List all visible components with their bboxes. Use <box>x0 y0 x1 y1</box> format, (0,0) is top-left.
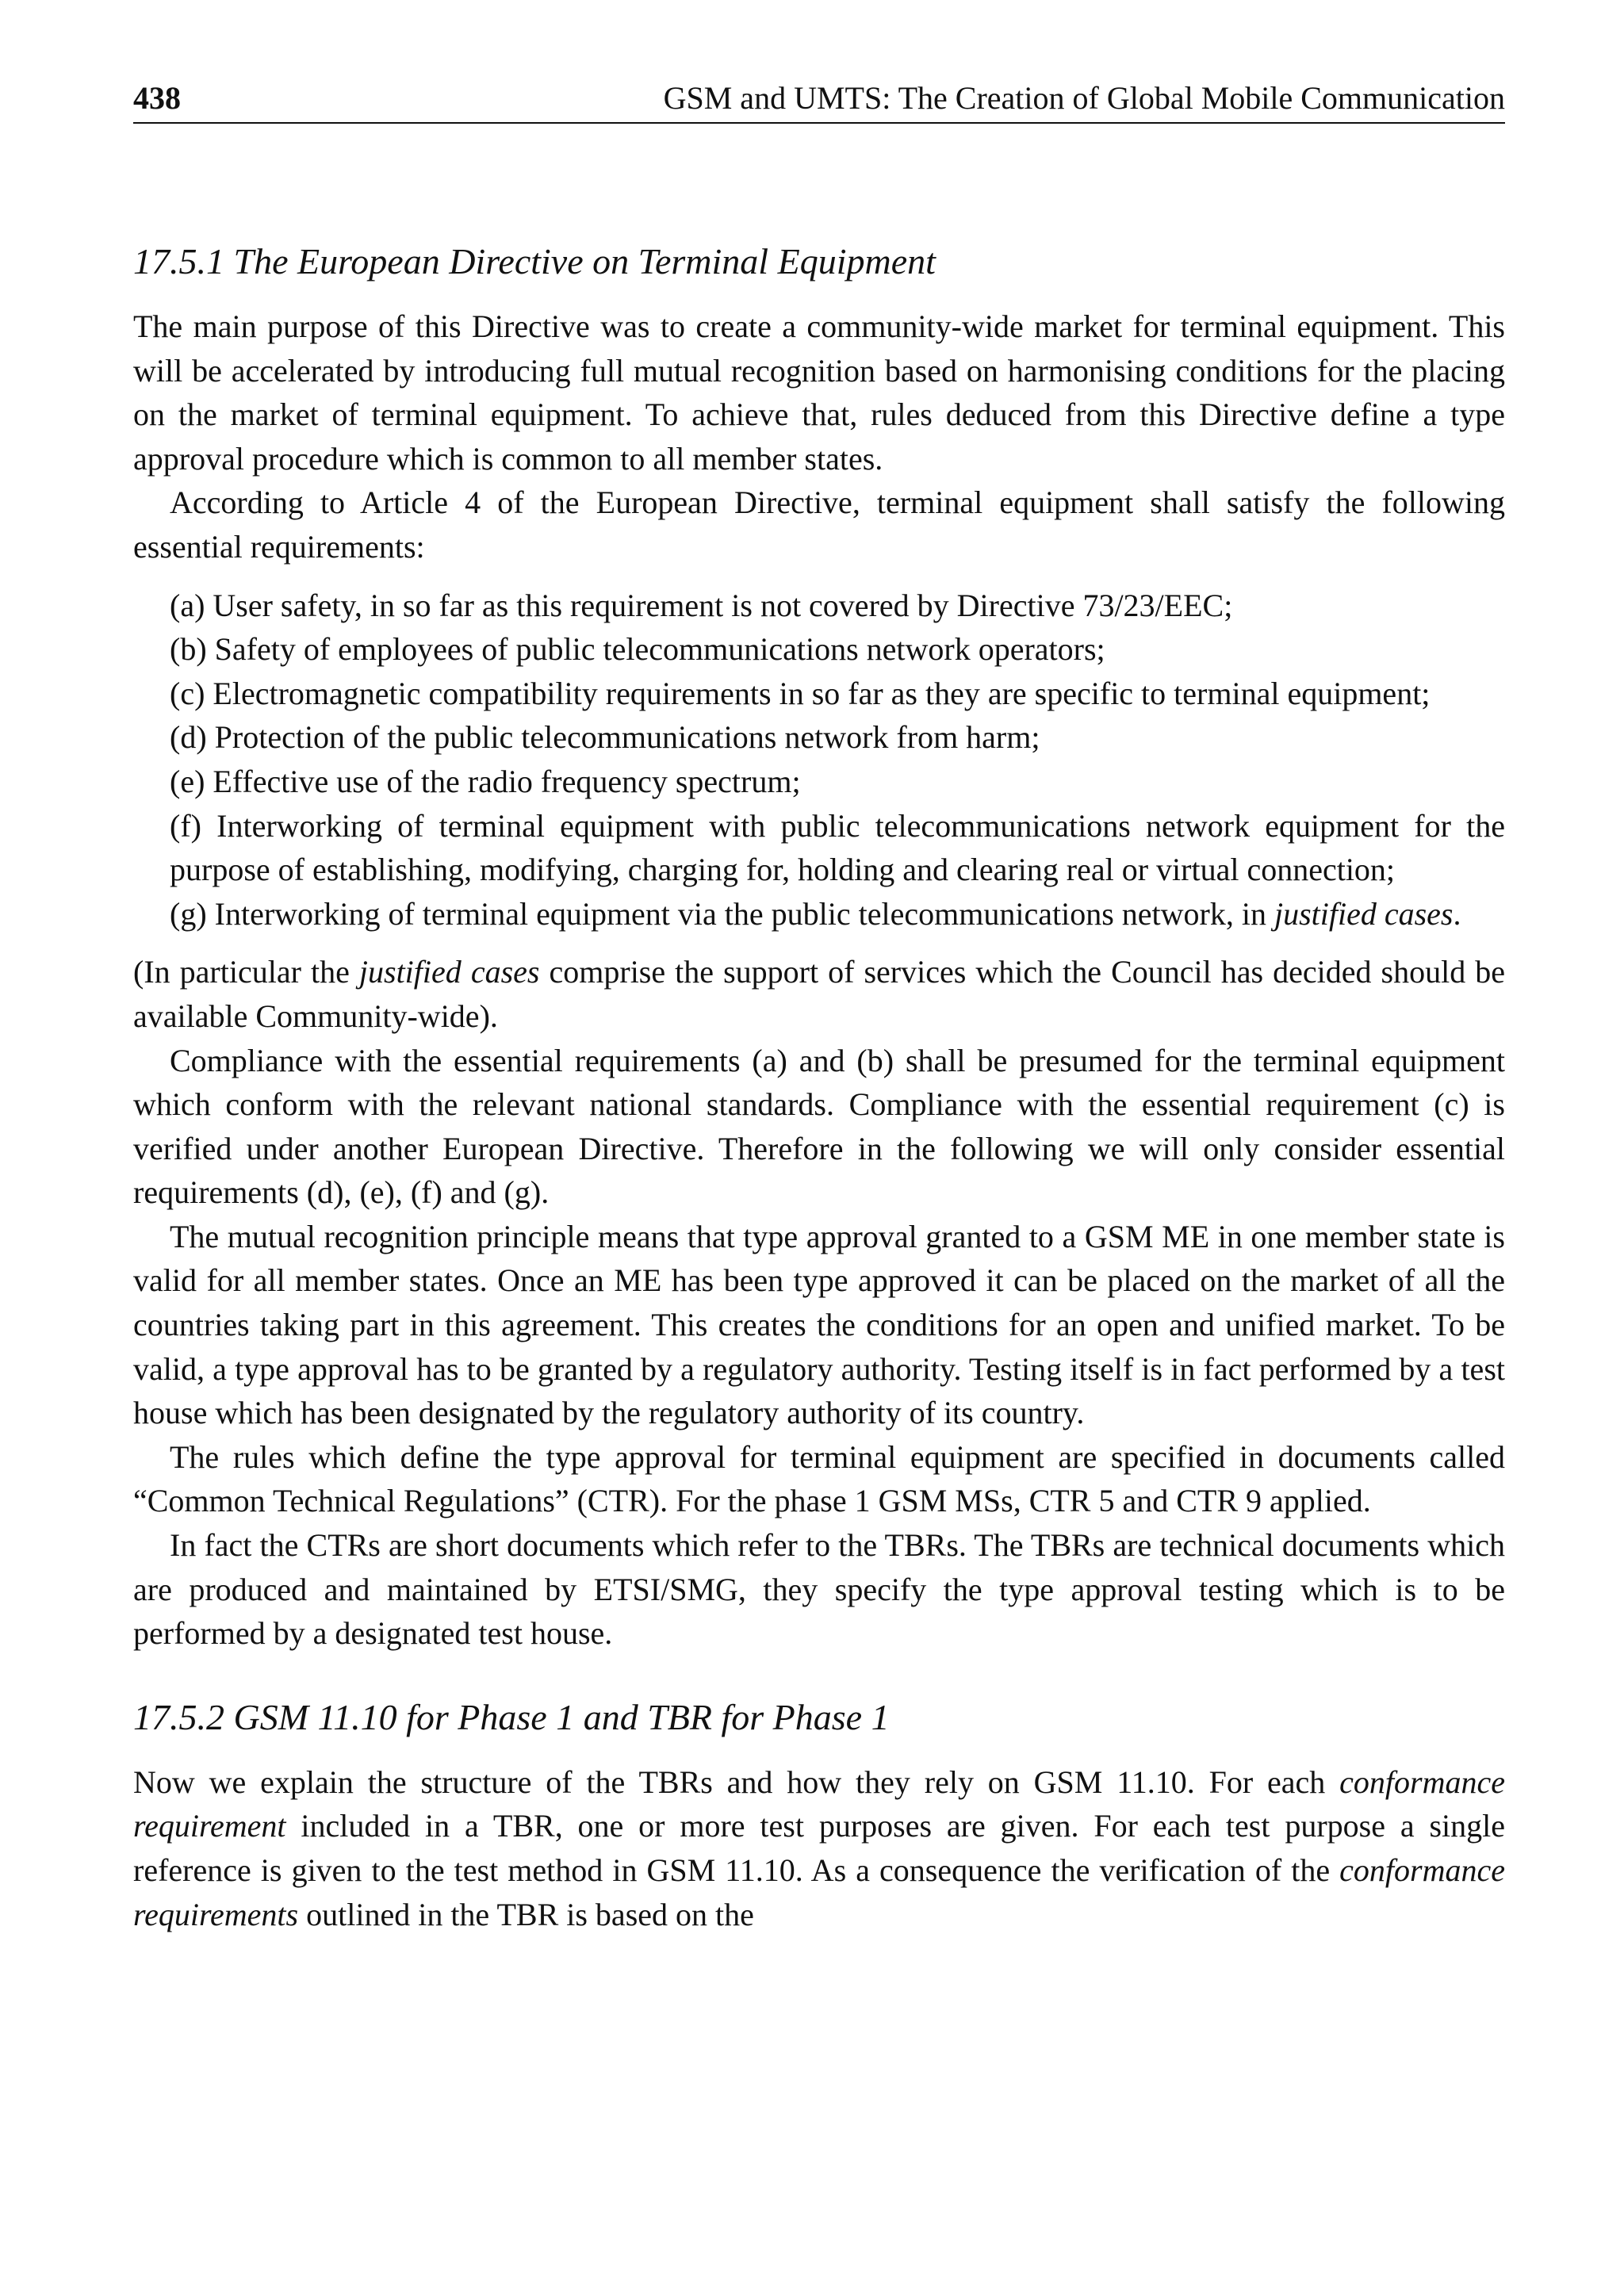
list-item: (a) User safety, in so far as this requirement is not covered by Directive 73/23/EEC; <box>170 587 1233 623</box>
paragraph-text: outlined in the TBR is based on the <box>298 1896 754 1932</box>
page-number: 438 <box>133 80 181 116</box>
paragraph: The mutual recognition principle means that type approval granted to a GSM ME in one member state is valid for all member states. Once an ME has been type approved it can be placed on the market of all the countries taking part in this agreement. This creates the conditions for an open and unified market. To be valid, a type approval has to be granted by a regulatory authority. Testing itself is in fact performed by a test house which has been designated by the regulatory authority of its country. <box>133 1218 1505 1431</box>
paragraph-text: comprise the support of services which the Council has decided should be available Community-wide). <box>133 954 1506 1034</box>
list-item: (c) Electromagnetic compatibility requirements in so far as they are specific to terminal equipment; <box>170 675 1431 711</box>
paragraph: In fact the CTRs are short documents which refer to the TBRs. The TBRs are technical documents which are produced and maintained by ETSI/SMG, they specify the type approval testing which is to be performed by a designated test house. <box>133 1527 1505 1652</box>
list-item: (b) Safety of employees of public telecommunications network operators; <box>170 631 1105 668</box>
paragraph-text: Now we explain the structure of the TBRs and how they rely on GSM 11.10. For each <box>133 1763 1340 1800</box>
running-header <box>133 79 1505 124</box>
paragraph <box>133 1760 1505 1936</box>
book-page <box>133 79 1505 1936</box>
paragraph: The main purpose of this Directive was to create a community-wide market for terminal equipment. This will be accelerated by introducing full mutual recognition based on harmonising conditions for the placing on the market of terminal equipment. To achieve that, rules deduced from this Directive define a type approval procedure which is common to all member states. <box>133 308 1505 477</box>
list-item <box>170 892 1505 936</box>
paragraph <box>133 950 1505 1038</box>
emphasis-text: conformance requirement <box>133 1763 1505 1844</box>
list-item-text: (g) Interworking of terminal equipment via the public telecommunications network, in <box>170 895 1274 932</box>
list-item: (f) Interworking of terminal equipment with public telecommunications network equipment for the purpose of establishing, modifying, charging for, holding and clearing real or virtual connection; <box>170 807 1505 888</box>
list-item-end: . <box>1453 895 1461 932</box>
book-title: GSM and UMTS: The Creation of Global Mobile Communication <box>663 80 1505 116</box>
list-item: (d) Protection of the public telecommunications network from harm; <box>170 719 1040 756</box>
paragraph: According to Article 4 of the European Directive, terminal equipment shall satisfy the following essential requirements: <box>133 484 1505 565</box>
paragraph: Compliance with the essential requirements (a) and (b) shall be presumed for the terminal equipment which conform with the relevant national standards. Compliance with the essential requirement (c) is verified under another European Directive. Therefore in the following we will only consider essential requirements (d), (e), (f) and (g). <box>133 1042 1505 1211</box>
emphasis-text: justified cases <box>358 954 540 990</box>
paragraph: The rules which define the type approval for terminal equipment are specified in documents called “Common Technical Regulations” (CTR). For the phase 1 GSM MSs, CTR 5 and CTR 9 applied. <box>133 1438 1505 1519</box>
emphasis-text: conformance requirements <box>133 1852 1505 1932</box>
section-heading-17-5-1: 17.5.1 The European Directive on Terminal Equipment <box>133 241 936 281</box>
emphasis-text: justified cases <box>1274 895 1454 932</box>
section-heading-17-5-2: 17.5.2 GSM 11.10 for Phase 1 and TBR for Phase 1 <box>133 1696 890 1737</box>
paragraph-text: included in a TBR, one or more test purposes are given. For each test purpose a single reference is given to the test method in GSM 11.10. As a consequence the verification of the <box>133 1808 1505 1888</box>
paragraph-text: (In particular the <box>133 954 359 990</box>
list-item: (e) Effective use of the radio frequency spectrum; <box>170 763 801 799</box>
essential-requirements-list <box>133 584 1505 936</box>
